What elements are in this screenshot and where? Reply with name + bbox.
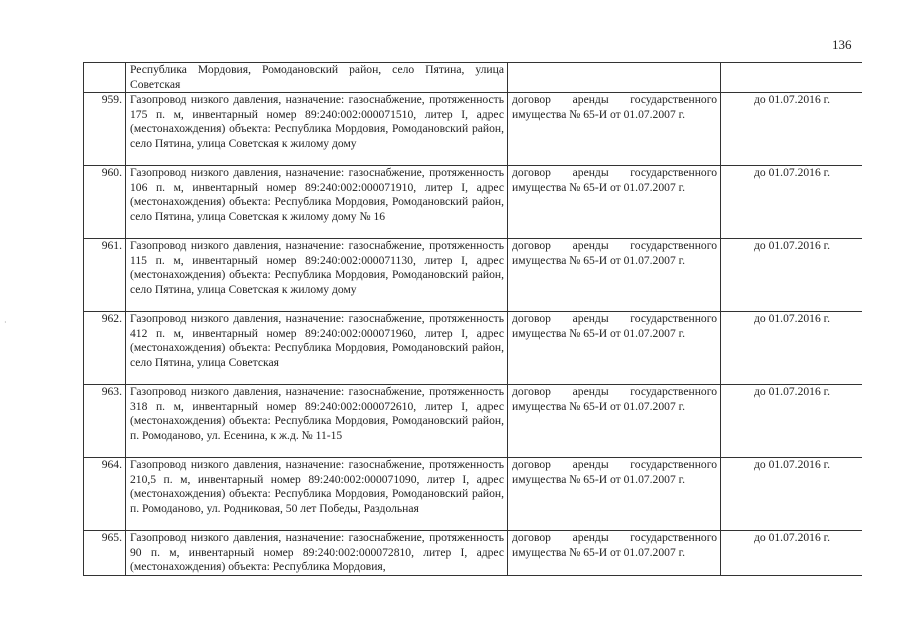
description-cell: Газопровод низкого давления, назначение: газоснабжение, протяженность 318 п. м, инвентарный номер 89:240:002:000072610, литер I, адрес (местонахождения) объекта: Республика Мордовия, Ромодановский район, п. Ромоданово, ул. Есенина, к ж.д. № 11-15 — [126, 385, 508, 458]
term-cell: до 01.07.2016 г. — [721, 312, 863, 385]
table-row — [84, 93, 863, 166]
term-cell: до 01.07.2016 г. — [721, 166, 863, 239]
table-row — [84, 385, 863, 458]
description-cell: Газопровод низкого давления, назначение: газоснабжение, протяженность 90 п. м, инвентарный номер 89:240:002:000072810, литер I, адрес (местонахождения) объекта: Республика Мордовия, — [126, 531, 508, 576]
num-cell: 962. — [84, 312, 126, 385]
description-cell: Республика Мордовия, Ромодановский район, село Пятина, улица Советская — [126, 63, 508, 93]
num-cell: 964. — [84, 458, 126, 531]
basis-cell: договор аренды государственного имущества № 65-И от 01.07.2007 г. — [508, 385, 721, 458]
document-table-wrapper — [83, 62, 862, 596]
basis-cell: договор аренды государственного имущества № 65-И от 01.07.2007 г. — [508, 239, 721, 312]
basis-cell: договор аренды государственного имущества № 65-И от 01.07.2007 г. — [508, 458, 721, 531]
table-row — [84, 531, 863, 576]
basis-cell: договор аренды государственного имущества № 65-И от 01.07.2007 г. — [508, 531, 721, 576]
basis-cell: договор аренды государственного имущества № 65-И от 01.07.2007 г. — [508, 166, 721, 239]
term-cell: до 01.07.2016 г. — [721, 458, 863, 531]
basis-cell: договор аренды государственного имущества № 65-И от 01.07.2007 г. — [508, 93, 721, 166]
description-cell: Газопровод низкого давления, назначение: газоснабжение, протяженность 175 п. м, инвентарный номер 89:240:002:000071510, литер I, адрес (местонахождения) объекта: Республика Мордовия, Ромодановский район, село Пятина, улица Советская к жилому дому — [126, 93, 508, 166]
description-cell: Газопровод низкого давления, назначение: газоснабжение, протяженность 115 п. м, инвентарный номер 89:240:002:000071130, литер I, адрес (местонахождения) объекта: Республика Мордовия, Ромодановский район, село Пятина, улица Советская к жилому дому — [126, 239, 508, 312]
table-row — [84, 458, 863, 531]
term-cell: до 01.07.2016 г. — [721, 93, 863, 166]
basis-cell — [508, 63, 721, 93]
term-cell: до 01.07.2016 г. — [721, 531, 863, 576]
description-cell: Газопровод низкого давления, назначение: газоснабжение, протяженность 412 п. м, инвентарный номер 89:240:002:000071960, литер I, адрес (местонахождения) объекта: Республика Мордовия, Ромодановский район, село Пятина, улица Советская — [126, 312, 508, 385]
num-cell: 959. — [84, 93, 126, 166]
basis-cell: договор аренды государственного имущества № 65-И от 01.07.2007 г. — [508, 312, 721, 385]
num-cell: 961. — [84, 239, 126, 312]
term-cell: до 01.07.2016 г. — [721, 239, 863, 312]
num-cell: 960. — [84, 166, 126, 239]
term-cell — [721, 63, 863, 93]
table-row — [84, 312, 863, 385]
property-table — [83, 62, 862, 576]
description-cell: Газопровод низкого давления, назначение: газоснабжение, протяженность 210,5 п. м, инвентарный номер 89:240:002:000071090, литер I, адрес (местонахождения) объекта: Республика Мордовия, Ромодановский район, п. Ромоданово, ул. Родниковая, 50 лет Победы, Раздольная — [126, 458, 508, 531]
description-cell: Газопровод низкого давления, назначение: газоснабжение, протяженность 106 п. м, инвентарный номер 89:240:002:000071910, литер I, адрес (местонахождения) объекта: Республика Мордовия, Ромодановский район, село Пятина, улица Советская к жилому дому № 16 — [126, 166, 508, 239]
num-cell — [84, 63, 126, 93]
table-row-continuation — [84, 63, 863, 93]
table-row — [84, 239, 863, 312]
num-cell: 963. — [84, 385, 126, 458]
term-cell: до 01.07.2016 г. — [721, 385, 863, 458]
table-row — [84, 166, 863, 239]
num-cell: 965. — [84, 531, 126, 576]
stray-mark: · — [4, 318, 7, 327]
page-number: 136 — [832, 37, 852, 52]
